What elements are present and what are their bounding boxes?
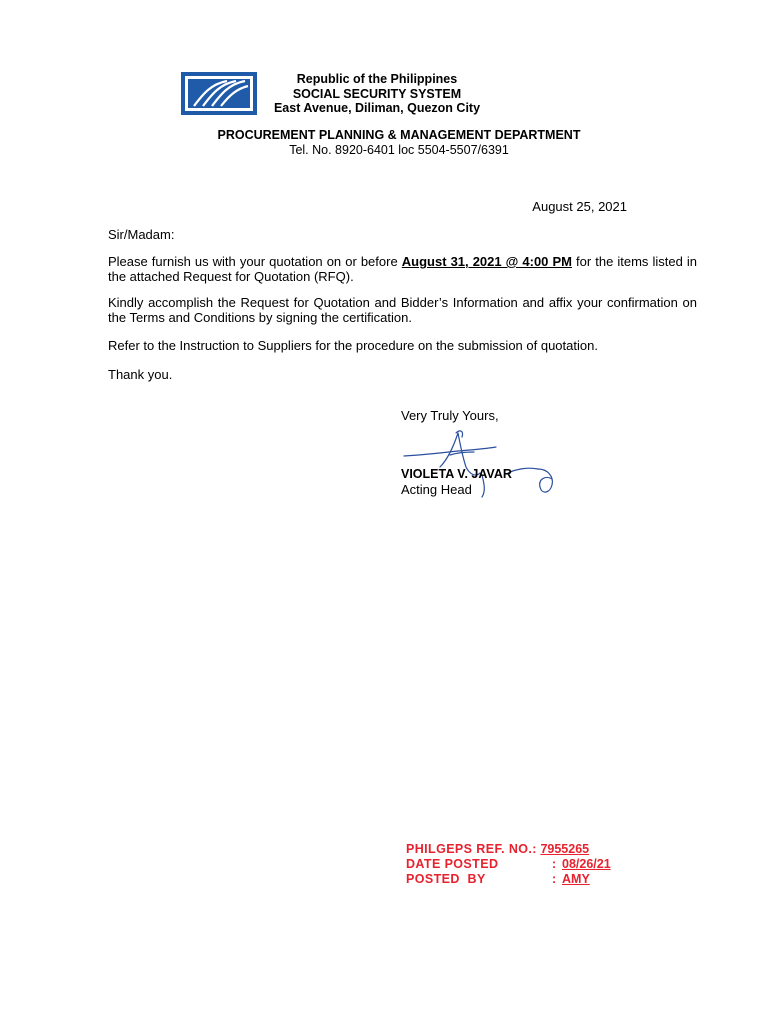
- posted-by-row: [406, 872, 611, 887]
- date-posted-label: DATE POSTED: [406, 857, 499, 871]
- paragraph-reference: Refer to the Instruction to Suppliers for the procedure on the submission of quotation.: [108, 338, 598, 353]
- signer-title: Acting Head: [401, 482, 472, 497]
- posting-info: [406, 842, 611, 887]
- posted-by-separator: :: [552, 872, 557, 886]
- date-posted-separator: :: [552, 857, 557, 871]
- para1-text-after: for the items listed in the attached Request for Quotation (RFQ).: [108, 254, 697, 284]
- letter-date: August 25, 2021: [532, 199, 627, 214]
- para1-text-before: Please furnish us with your quotation on or before: [108, 254, 402, 269]
- philgeps-ref-separator: :: [532, 842, 537, 856]
- department-title: PROCUREMENT PLANNING & MANAGEMENT DEPARTMENT: [217, 128, 581, 142]
- philgeps-ref-row: [406, 842, 611, 857]
- deadline-date: August 31, 2021 @ 4:00 PM: [401, 254, 572, 269]
- country-line: Republic of the Philippines: [296, 72, 458, 86]
- thank-you: Thank you.: [108, 367, 173, 382]
- salutation: Sir/Madam:: [108, 227, 175, 242]
- posted-by-value: AMY: [562, 872, 590, 886]
- paragraph-deadline: [108, 255, 697, 284]
- philgeps-ref-value: 7955265: [540, 842, 590, 856]
- philgeps-ref-label: PHILGEPS REF. NO.: [406, 842, 533, 856]
- closing-line: Very Truly Yours,: [401, 408, 499, 423]
- date-posted-value: 08/26/21: [562, 857, 611, 871]
- sss-logo-icon: [181, 72, 257, 115]
- date-posted-row: [406, 857, 611, 872]
- telephone-line: Tel. No. 8920-6401 loc 5504-5507/6391: [289, 143, 509, 157]
- agency-header: [262, 72, 492, 116]
- agency-line: SOCIAL SECURITY SYSTEM: [292, 86, 462, 101]
- paragraph-instructions: Kindly accomplish the Request for Quotation and Bidder’s Information and affix your confirmation on the Terms and Conditions by signing the certification.: [108, 295, 697, 325]
- signer-name: VIOLETA V. JAVAR: [401, 467, 512, 481]
- posted-by-label: POSTED BY: [406, 872, 486, 886]
- address-line: East Avenue, Diliman, Quezon City: [273, 101, 481, 115]
